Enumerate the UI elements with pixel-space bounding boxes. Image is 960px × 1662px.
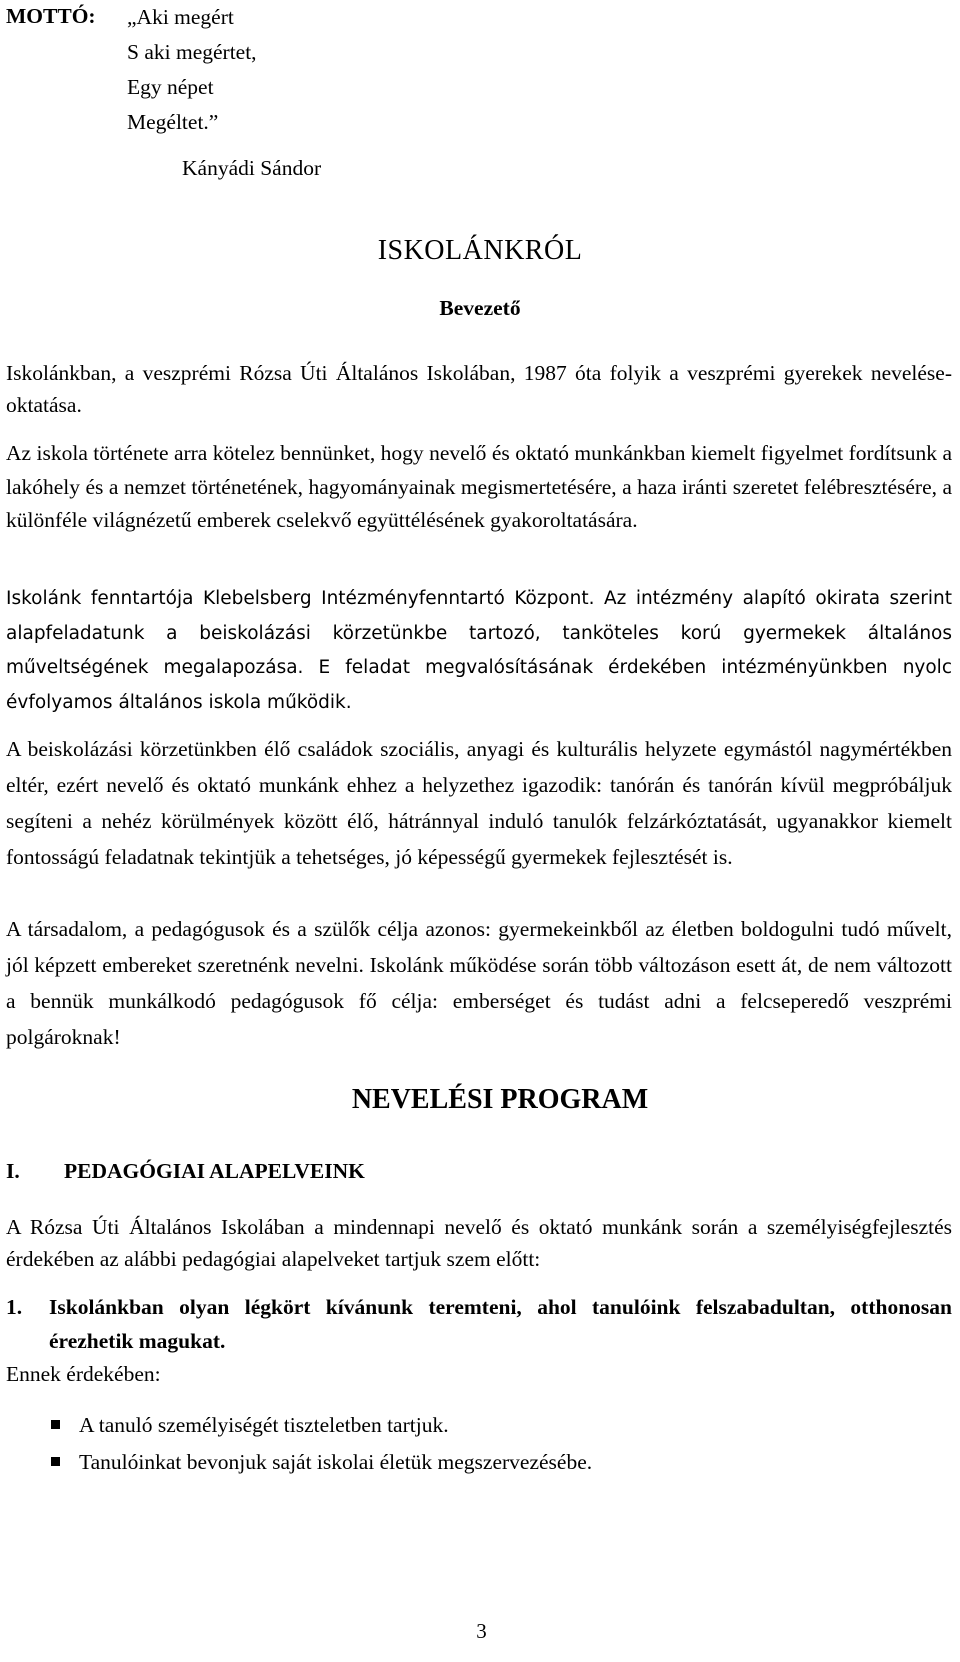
ennek-label: Ennek érdekében: (6, 1362, 161, 1386)
principle-text: Iskolánkban olyan légkört kívánunk teremteni, ahol tanulóink felszabadultan, otthonosan érezhetik magukat. (49, 1295, 952, 1353)
square-bullet-icon (51, 1457, 60, 1466)
page-number: 3 (476, 1619, 487, 1643)
motto-line: S aki megértet, (127, 40, 257, 64)
section-number: I. (6, 1159, 20, 1183)
motto-line: Megéltet.” (127, 110, 219, 134)
motto-label: MOTTÓ: (6, 4, 96, 28)
square-bullet-icon (51, 1420, 60, 1429)
principle-number: 1. (6, 1295, 23, 1319)
paragraph-history: Az iskola története arra kötelez bennünket, hogy nevelő és oktató munkánkban kiemelt figyelmet fordítsunk a lakóhely és a nemzet történetének, hagyományainak megismertetésére, a haza iránti szeretet felébresztésére, a különféle világnézetű emberek cselekvő együttélésének gyakoroltatására. (6, 441, 952, 532)
paragraph-maintainer: Iskolánk fenntartója Klebelsberg Intézményfenntartó Központ. Az intézmény alapító okirata szerint alapfeladatunk a beiskolázási körzetünkbe tartozó, tanköteles korú gyermekek általános műveltségének megalapozása. E feladat megvalósításának érdekében intézményünkben nyolc évfolyamos általános iskola működik. (6, 588, 952, 713)
bullet-text: Tanulóinkat bevonjuk saját iskolai életük megszervezésébe. (79, 1450, 593, 1474)
paragraph-goals: A társadalom, a pedagógusok és a szülők célja azonos: gyermekeinkből az életben boldogulni tudó művelt, jól képzett embereket szeretnénk nevelni. Iskolánk működése során több változáson esett át, de nem változott a bennük munkálkodó pedagógusok fő célja: emberséget és tudást adni a felcseperedő veszprémi polgároknak! (6, 917, 952, 1049)
section-heading (6, 1155, 365, 1187)
motto-line: Egy népet (127, 75, 214, 99)
intro-heading: Bevezető (439, 296, 521, 320)
paragraph-intro: Iskolánkban, a veszprémi Rózsa Úti Általános Iskolában, 1987 óta folyik a veszprémi gyerekek nevelése-oktatása. (6, 361, 952, 417)
section-title: PEDAGÓGIAI ALAPELVEINK (64, 1159, 365, 1183)
school-title: ISKOLÁNKRÓL (377, 235, 583, 266)
motto-author: Kányádi Sándor (182, 156, 322, 180)
program-title: NEVELÉSI PROGRAM (351, 1084, 649, 1115)
motto-line: „Aki megért (127, 5, 234, 29)
section-intro: A Rózsa Úti Általános Iskolában a mindennapi nevelő és oktató munkánk során a személyiségfejlesztés érdekében az alábbi pedagógiai alapelveket tartjuk szem előtt: (6, 1215, 952, 1271)
paragraph-district: A beiskolázási körzetünkben élő családok szociális, anyagi és kulturális helyzete egymástól nagymértékben eltér, ezért nevelő és oktató munkánk ehhez a helyzethez igazodik: tanórán és tanórán kívül megpróbáljuk segíteni a nehéz körülmények között élő, hátránnyal induló tanulók felzárkóztatását, ugyanakkor kiemelt fontosságú feladatnak tekintjük a tehetséges, jó képességű gyermekek fejlesztését is. (6, 737, 952, 869)
principle-item (6, 1290, 952, 1358)
motto-quote (127, 0, 257, 140)
bullet-text: A tanuló személyiségét tiszteletben tartjuk. (79, 1413, 449, 1437)
